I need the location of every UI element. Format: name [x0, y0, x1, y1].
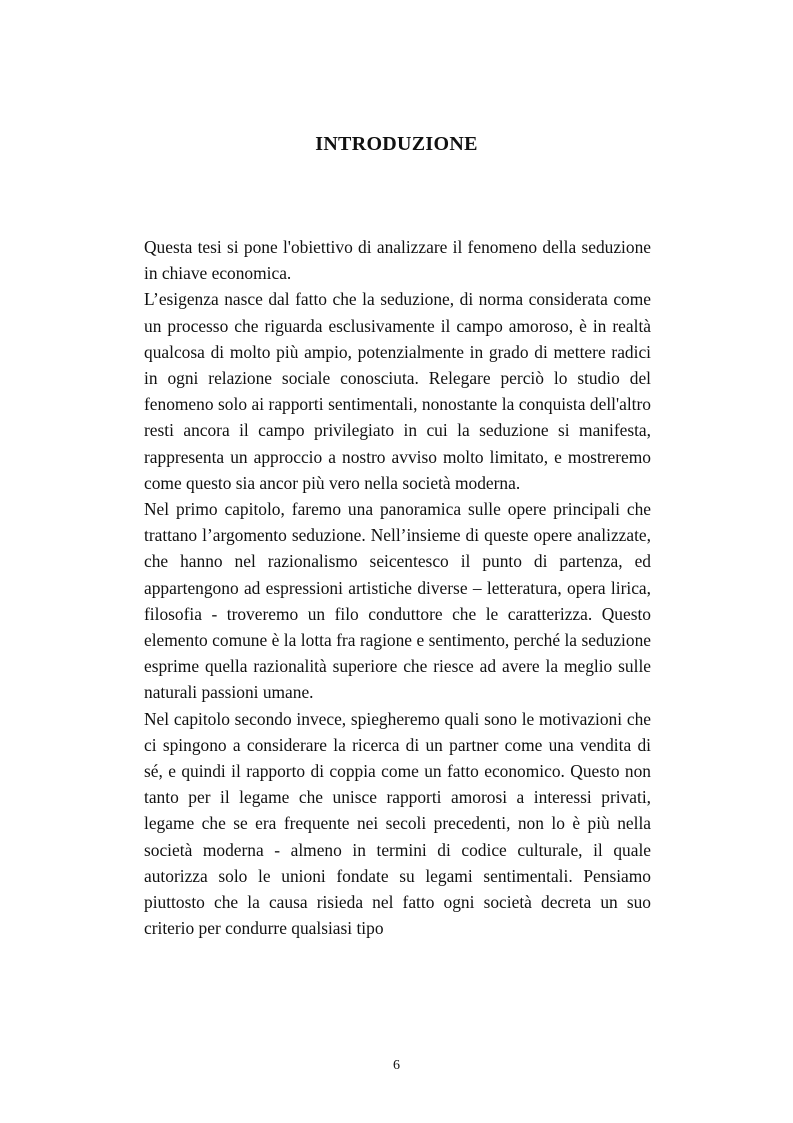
paragraph: L’esigenza nasce dal fatto che la seduzione, di norma considerata come un processo che riguarda esclusivamente il campo amoroso, è in realtà qualcosa di molto più ampio, potenzialmente in grado di mettere radici in ogni relazione sociale conosciuta. Relegare perciò lo studio del fenomeno solo ai rapporti sentimentali, nonostante la conquista dell'altro resti ancora il campo privilegiato in cui la seduzione si manifesta, rappresenta un approccio a nostro avviso molto limitato, e mostreremo come questo sia ancor più vero nella società moderna.	[144, 289, 651, 493]
paragraph: Nel primo capitolo, faremo una panoramica sulle opere principali che trattano l’argomento seduzione. Nell’insieme di queste opere analizzate, che hanno nel razionalismo seicentesco il punto di partenza, ed appartengono ad espressioni artistiche diverse – letteratura, opera lirica, filosofia - troveremo un filo conduttore che le caratterizza. Questo elemento comune è la lotta fra ragione e sentimento, perché la seduzione esprime quella razionalità superiore che riesce ad avere la meglio sulle naturali passioni umane.	[144, 499, 651, 703]
page-number: 6	[393, 1058, 400, 1073]
page-title: INTRODUZIONE	[315, 133, 478, 155]
paragraph: Questa tesi si pone l'obiettivo di analizzare il fenomeno della seduzione in chiave economica.	[144, 237, 651, 284]
body-text	[144, 234, 651, 941]
paragraph: Nel capitolo secondo invece, spiegheremo quali sono le motivazioni che ci spingono a considerare la ricerca di un partner come una vendita di sé, e quindi il rapporto di coppia come un fatto economico. Questo non tanto per il legame che unisce rapporti amorosi a interessi privati, legame che se era frequente nei secoli precedenti, non lo è più nella società moderna - almeno in termini di codice culturale, il quale autorizza solo le unioni fondate su legami sentimentali. Pensiamo piuttosto che la causa risieda nel fatto ogni società decreta un suo criterio per condurre qualsiasi tipo	[144, 708, 651, 939]
